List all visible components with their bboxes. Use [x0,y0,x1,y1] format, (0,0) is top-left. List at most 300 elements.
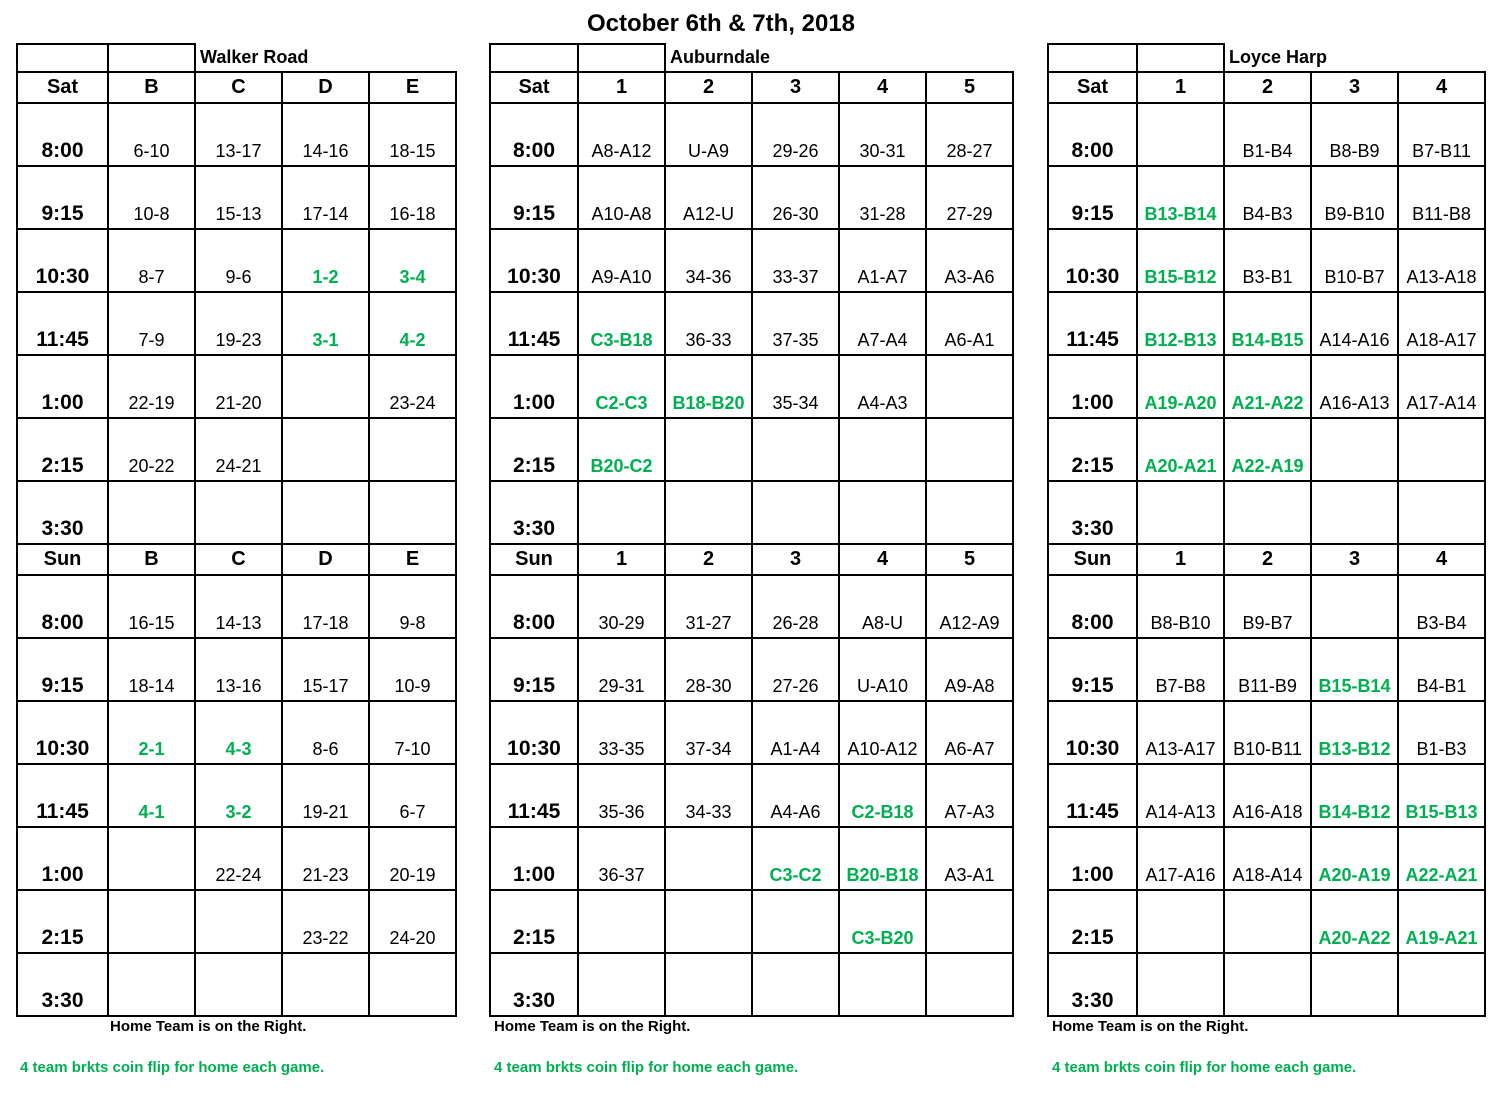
field-header: 2 [1224,72,1311,103]
gap-cell [1013,418,1049,481]
game-cell [578,953,665,1016]
time-slot-row [1048,292,1485,355]
time-slot-row [490,166,1049,229]
game-cell: A18-A14 [1224,827,1311,890]
game-cell: B3-B1 [1224,229,1311,292]
game-cell: 22-24 [195,827,282,890]
game-cell: 33-37 [752,229,839,292]
game-cell [108,481,195,544]
game-cell: 4-3 [195,701,282,764]
game-cell: B18-B20 [665,355,752,418]
loyce-harp-home-note: Home Team is on the Right. [1052,1018,1249,1035]
game-cell: A9-A8 [926,638,1013,701]
venue-row [1048,44,1485,72]
venue-corner-cell [490,44,578,72]
venue-spacer-cell [108,44,195,72]
game-cell: A8-A12 [578,103,665,166]
gap-cell [1013,229,1049,292]
game-cell: A19-A21 [1398,890,1485,953]
sat-day-label: Sat [490,72,578,103]
game-cell [282,355,369,418]
time-slot-row [17,355,456,418]
time-slot-row [490,701,1049,764]
game-cell [926,481,1013,544]
sun-day-label: Sun [490,544,578,575]
field-header: 1 [578,544,665,575]
field-header: B [108,544,195,575]
game-cell [1224,953,1311,1016]
game-cell: 31-27 [665,575,752,638]
venue-row [490,44,1049,72]
time-slot-row [1048,638,1485,701]
game-cell: 35-34 [752,355,839,418]
game-cell: 3-2 [195,764,282,827]
game-cell [108,827,195,890]
game-cell: 37-35 [752,292,839,355]
game-cell: A17-A16 [1137,827,1224,890]
game-cell: 29-26 [752,103,839,166]
time-cell: 2:15 [17,890,108,953]
game-cell: 23-22 [282,890,369,953]
time-cell: 3:30 [490,953,578,1016]
game-cell [839,481,926,544]
game-cell: B20-C2 [578,418,665,481]
game-cell: A19-A20 [1137,355,1224,418]
time-slot-row [490,827,1049,890]
game-cell: 34-33 [665,764,752,827]
game-cell: 3-1 [282,292,369,355]
game-cell: B8-B10 [1137,575,1224,638]
time-cell: 10:30 [490,701,578,764]
game-cell: U-A10 [839,638,926,701]
game-cell: 36-37 [578,827,665,890]
game-cell: C3-B18 [578,292,665,355]
game-cell [665,953,752,1016]
gap-cell [1013,355,1049,418]
venue-row [17,44,456,72]
time-slot-row [1048,229,1485,292]
field-header: 1 [1137,72,1224,103]
game-cell [1311,575,1398,638]
time-slot-row [17,103,456,166]
time-cell: 10:30 [490,229,578,292]
game-cell: 18-14 [108,638,195,701]
game-cell [839,418,926,481]
time-cell: 3:30 [1048,953,1137,1016]
game-cell: 28-30 [665,638,752,701]
time-slot-row [490,953,1049,1016]
game-cell: B8-B9 [1311,103,1398,166]
game-cell: C2-B18 [839,764,926,827]
field-header: 4 [1398,72,1485,103]
game-cell [1398,418,1485,481]
game-cell: A16-A13 [1311,355,1398,418]
time-cell: 9:15 [1048,638,1137,701]
game-cell: A20-A19 [1311,827,1398,890]
gap-cell [1013,764,1049,827]
game-cell: B9-B10 [1311,166,1398,229]
time-slot-row [1048,701,1485,764]
field-header: C [195,544,282,575]
game-cell: 30-29 [578,575,665,638]
time-cell: 9:15 [490,638,578,701]
time-slot-row [17,827,456,890]
time-slot-row [490,229,1049,292]
sun-header-row [17,544,456,575]
time-slot-row [17,418,456,481]
game-cell: 15-13 [195,166,282,229]
time-slot-row [1048,418,1485,481]
game-cell: B11-B9 [1224,638,1311,701]
game-cell [926,355,1013,418]
venue-name: Auburndale [665,44,1013,72]
gap-cell [1013,292,1049,355]
game-cell [665,481,752,544]
field-header: D [282,72,369,103]
game-cell: B15-B12 [1137,229,1224,292]
game-cell: B1-B4 [1224,103,1311,166]
time-slot-row [490,764,1049,827]
game-cell: A18-A17 [1398,292,1485,355]
time-slot-row [490,575,1049,638]
game-cell [195,890,282,953]
time-cell: 1:00 [1048,355,1137,418]
game-cell [108,953,195,1016]
walker-coin-note: 4 team brkts coin flip for home each game. [20,1059,325,1076]
time-cell: 3:30 [17,481,108,544]
game-cell: A13-A18 [1398,229,1485,292]
game-cell: 10-9 [369,638,456,701]
field-header: 4 [839,72,926,103]
time-slot-row [1048,827,1485,890]
game-cell [1398,481,1485,544]
time-cell: 2:15 [1048,890,1137,953]
time-cell: 3:30 [490,481,578,544]
game-cell: B7-B11 [1398,103,1485,166]
time-cell: 2:15 [17,418,108,481]
time-slot-row [17,701,456,764]
field-header: 4 [839,544,926,575]
game-cell [665,890,752,953]
game-cell: A6-A1 [926,292,1013,355]
game-cell: 14-16 [282,103,369,166]
game-cell [108,890,195,953]
game-cell: B10-B11 [1224,701,1311,764]
game-cell [1137,953,1224,1016]
game-cell: 26-30 [752,166,839,229]
game-cell: 27-29 [926,166,1013,229]
game-cell: 16-15 [108,575,195,638]
game-cell: U-A9 [665,103,752,166]
game-cell [1311,481,1398,544]
time-slot-row [490,292,1049,355]
time-cell: 9:15 [1048,166,1137,229]
game-cell [665,418,752,481]
game-cell: A12-U [665,166,752,229]
venue-name: Loyce Harp [1224,44,1485,72]
game-cell: A7-A4 [839,292,926,355]
gap-cell [1013,701,1049,764]
game-cell: B15-B13 [1398,764,1485,827]
game-cell: 16-18 [369,166,456,229]
game-cell: B11-B8 [1398,166,1485,229]
game-cell: 19-23 [195,292,282,355]
game-cell: 8-6 [282,701,369,764]
game-cell [926,890,1013,953]
gap-cell [1013,638,1049,701]
field-header: D [282,544,369,575]
gap-cell [1013,166,1049,229]
sun-day-label: Sun [1048,544,1137,575]
game-cell [752,953,839,1016]
time-cell: 1:00 [17,827,108,890]
game-cell: 22-19 [108,355,195,418]
time-slot-row [17,575,456,638]
game-cell [282,953,369,1016]
game-cell: 1-2 [282,229,369,292]
game-cell: 10-8 [108,166,195,229]
game-cell: 15-17 [282,638,369,701]
time-cell: 2:15 [490,418,578,481]
time-cell: 10:30 [17,229,108,292]
venue-corner-cell [17,44,108,72]
game-cell: 20-19 [369,827,456,890]
game-cell: 8-7 [108,229,195,292]
game-cell: B14-B15 [1224,292,1311,355]
game-cell: A22-A19 [1224,418,1311,481]
game-cell: 17-18 [282,575,369,638]
time-cell: 8:00 [1048,575,1137,638]
time-cell: 3:30 [1048,481,1137,544]
venue-corner-cell [1048,44,1137,72]
gap-cell [1013,44,1049,72]
field-header: 4 [1398,544,1485,575]
auburndale-home-note: Home Team is on the Right. [494,1018,691,1035]
game-cell [839,953,926,1016]
game-cell [752,418,839,481]
sun-day-label: Sun [17,544,108,575]
sat-header-row [17,72,456,103]
game-cell: B13-B12 [1311,701,1398,764]
gap-cell [1013,72,1049,103]
game-cell: 17-14 [282,166,369,229]
time-slot-row [490,103,1049,166]
game-cell: B20-B18 [839,827,926,890]
time-slot-row [490,890,1049,953]
gap-cell [1013,481,1049,544]
time-cell: 10:30 [1048,229,1137,292]
time-cell: 10:30 [1048,701,1137,764]
game-cell: 36-33 [665,292,752,355]
game-cell: A20-A22 [1311,890,1398,953]
game-cell: A12-A9 [926,575,1013,638]
game-cell: A9-A10 [578,229,665,292]
game-cell [282,481,369,544]
game-cell: 24-21 [195,418,282,481]
game-cell [926,953,1013,1016]
time-slot-row [17,481,456,544]
time-slot-row [1048,890,1485,953]
auburndale-coin-note: 4 team brkts coin flip for home each game. [494,1059,799,1076]
page-title: October 6th & 7th, 2018 [586,10,856,37]
game-cell: B14-B12 [1311,764,1398,827]
game-cell: 19-21 [282,764,369,827]
game-cell: A22-A21 [1398,827,1485,890]
game-cell: B1-B3 [1398,701,1485,764]
time-cell: 11:45 [17,292,108,355]
time-cell: 1:00 [17,355,108,418]
game-cell: A8-U [839,575,926,638]
game-cell [926,418,1013,481]
game-cell [195,481,282,544]
field-header: 5 [926,544,1013,575]
field-header: 1 [1137,544,1224,575]
game-cell: 27-26 [752,638,839,701]
game-cell [665,827,752,890]
game-cell: 23-24 [369,355,456,418]
game-cell: 6-7 [369,764,456,827]
venue-spacer-cell [1137,44,1224,72]
time-slot-row [490,355,1049,418]
game-cell [1311,418,1398,481]
field-header: B [108,72,195,103]
game-cell: 34-36 [665,229,752,292]
venue-name: Walker Road [195,44,456,72]
gap-cell [1013,103,1049,166]
gap-cell [1013,827,1049,890]
gap-cell [1013,890,1049,953]
time-slot-row [1048,103,1485,166]
game-cell: 28-27 [926,103,1013,166]
time-slot-row [490,638,1049,701]
game-cell: B12-B13 [1137,292,1224,355]
game-cell: A20-A21 [1137,418,1224,481]
game-cell [1137,481,1224,544]
game-cell: 30-31 [839,103,926,166]
field-header: C [195,72,282,103]
time-slot-row [1048,764,1485,827]
game-cell: 37-34 [665,701,752,764]
game-cell: A4-A6 [752,764,839,827]
field-header: 3 [752,544,839,575]
time-slot-row [1048,166,1485,229]
game-cell: 33-35 [578,701,665,764]
game-cell [369,953,456,1016]
time-slot-row [17,229,456,292]
sat-header-row [490,72,1049,103]
field-header: E [369,544,456,575]
game-cell [369,481,456,544]
sat-header-row [1048,72,1485,103]
time-cell: 11:45 [1048,764,1137,827]
game-cell [1224,890,1311,953]
gap-cell [1013,575,1049,638]
time-cell: 10:30 [17,701,108,764]
time-cell: 2:15 [1048,418,1137,481]
game-cell: A4-A3 [839,355,926,418]
field-header: 2 [665,72,752,103]
time-cell: 11:45 [490,764,578,827]
game-cell [752,481,839,544]
time-slot-row [1048,575,1485,638]
field-header: 1 [578,72,665,103]
game-cell [578,481,665,544]
game-cell: 4-2 [369,292,456,355]
game-cell: 20-22 [108,418,195,481]
game-cell: A10-A8 [578,166,665,229]
walker-road-schedule [16,43,457,1017]
time-cell: 1:00 [1048,827,1137,890]
game-cell: A3-A6 [926,229,1013,292]
time-slot-row [17,890,456,953]
time-slot-row [17,638,456,701]
game-cell: 21-23 [282,827,369,890]
auburndale-schedule [489,43,1050,1017]
game-cell: 14-13 [195,575,282,638]
game-cell: 4-1 [108,764,195,827]
game-cell [1137,103,1224,166]
game-cell: B3-B4 [1398,575,1485,638]
game-cell: 7-9 [108,292,195,355]
game-cell: 3-4 [369,229,456,292]
game-cell: A16-A18 [1224,764,1311,827]
field-header: 3 [1311,72,1398,103]
game-cell: 18-15 [369,103,456,166]
game-cell: B10-B7 [1311,229,1398,292]
time-slot-row [1048,953,1485,1016]
time-cell: 11:45 [1048,292,1137,355]
game-cell: A1-A7 [839,229,926,292]
venue-spacer-cell [578,44,665,72]
game-cell: C2-C3 [578,355,665,418]
game-cell: 9-8 [369,575,456,638]
time-cell: 11:45 [17,764,108,827]
time-slot-row [490,418,1049,481]
game-cell [752,890,839,953]
time-cell: 1:00 [490,355,578,418]
game-cell: 2-1 [108,701,195,764]
gap-cell [1013,544,1049,575]
field-header: 3 [752,72,839,103]
time-cell: 1:00 [490,827,578,890]
time-slot-row [1048,481,1485,544]
game-cell: 6-10 [108,103,195,166]
game-cell: A1-A4 [752,701,839,764]
time-slot-row [17,166,456,229]
game-cell [1137,890,1224,953]
time-cell: 8:00 [490,103,578,166]
time-slot-row [490,481,1049,544]
game-cell: 21-20 [195,355,282,418]
field-header: 3 [1311,544,1398,575]
game-cell: 26-28 [752,575,839,638]
time-cell: 8:00 [1048,103,1137,166]
game-cell: B4-B1 [1398,638,1485,701]
game-cell: B7-B8 [1137,638,1224,701]
game-cell [578,890,665,953]
game-cell [369,418,456,481]
game-cell: 13-16 [195,638,282,701]
game-cell: 9-6 [195,229,282,292]
game-cell: 31-28 [839,166,926,229]
time-cell: 9:15 [490,166,578,229]
time-cell: 9:15 [17,638,108,701]
time-cell: 8:00 [17,575,108,638]
game-cell: 7-10 [369,701,456,764]
game-cell: 29-31 [578,638,665,701]
game-cell: A7-A3 [926,764,1013,827]
game-cell: B4-B3 [1224,166,1311,229]
